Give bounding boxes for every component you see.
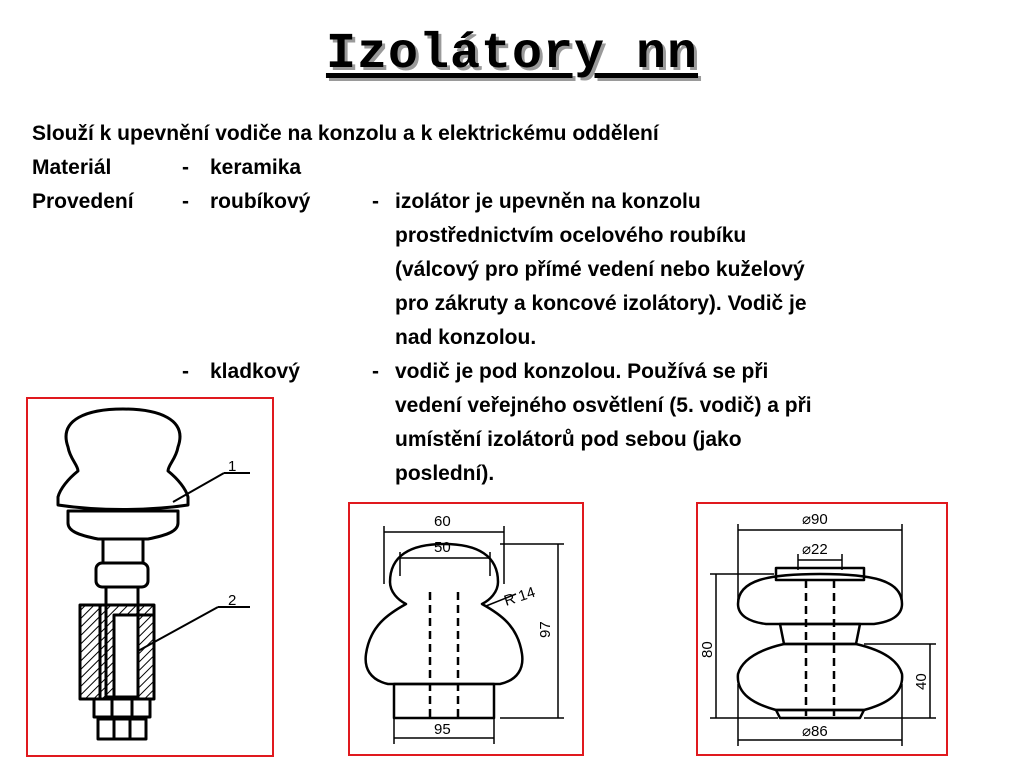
label-1: 1 (228, 458, 237, 475)
dim-d90: ⌀90 (802, 511, 828, 528)
leader-1 (173, 473, 224, 502)
insulator-skirt (68, 511, 178, 539)
page-title: Izolátory nn (325, 26, 699, 83)
spool-insulator-drawing (698, 504, 946, 754)
insulator-base (394, 684, 494, 718)
roubikovy-line-3: (válcový pro přímé vedení nebo kuželový (395, 258, 805, 281)
dim-r14: R 14 (501, 583, 538, 610)
spool-base (776, 710, 864, 718)
roubikovy-dash: - (182, 190, 189, 213)
roubikovy-type: roubíkový (210, 190, 311, 213)
kladkovy-line-3: umístění izolátorů pod sebou (jako (395, 428, 742, 451)
pin-collar (96, 563, 148, 587)
spool-lower-flange (738, 644, 902, 710)
kladkovy-line-1: vodič je pod konzolou. Používá se při (395, 360, 769, 383)
dim-80: 80 (699, 641, 716, 658)
figure-cylindrical-insulator-frame (348, 502, 584, 756)
kladkovy-line-4: poslední). (395, 462, 495, 485)
pin-insulator-drawing (28, 399, 272, 755)
roubikovy-dash2: - (372, 190, 379, 213)
label-2: 2 (228, 592, 237, 609)
dim-50: 50 (434, 539, 451, 556)
bracket-right (138, 615, 154, 699)
provedeni-label: Provedení (32, 190, 134, 213)
roubikovy-line-1: izolátor je upevněn na konzolu (395, 190, 701, 213)
dim-97: 97 (537, 621, 554, 638)
material-label: Materiál (32, 156, 112, 179)
material-dash: - (182, 156, 189, 179)
roubikovy-line-2: prostřednictvím ocelového roubíku (395, 224, 747, 247)
intro-text: Slouží k upevnění vodiče na konzolu a k elektrickému oddělení (32, 122, 659, 145)
dim-60: 60 (434, 513, 451, 530)
nut-lower (98, 719, 146, 739)
roubikovy-line-4: pro zákruty a koncové izolátory). Vodič je (395, 292, 807, 315)
kladkovy-dash: - (182, 360, 189, 383)
kladkovy-line-2: vedení veřejného osvětlení (5. vodič) a při (395, 394, 812, 417)
cylindrical-insulator-drawing (350, 504, 582, 754)
insulator-neck (103, 539, 143, 563)
nut-upper (94, 699, 150, 717)
dim-d22: ⌀22 (802, 541, 828, 558)
roubikovy-line-5: nad konzolou. (395, 326, 537, 349)
spool-groove (780, 624, 860, 644)
material-value: keramika (210, 156, 302, 179)
dim-40: 40 (913, 673, 930, 690)
dim-d86: ⌀86 (802, 723, 828, 740)
kladkovy-dash2: - (372, 360, 379, 383)
kladkovy-type: kladkový (210, 360, 300, 383)
insulator-outline (366, 544, 523, 684)
spool-upper-flange (738, 574, 902, 624)
figure-spool-insulator-frame (696, 502, 948, 756)
figure-pin-insulator-frame (26, 397, 274, 757)
bracket-left (80, 605, 100, 699)
dim-95: 95 (434, 721, 451, 738)
insulator-head (58, 409, 188, 510)
